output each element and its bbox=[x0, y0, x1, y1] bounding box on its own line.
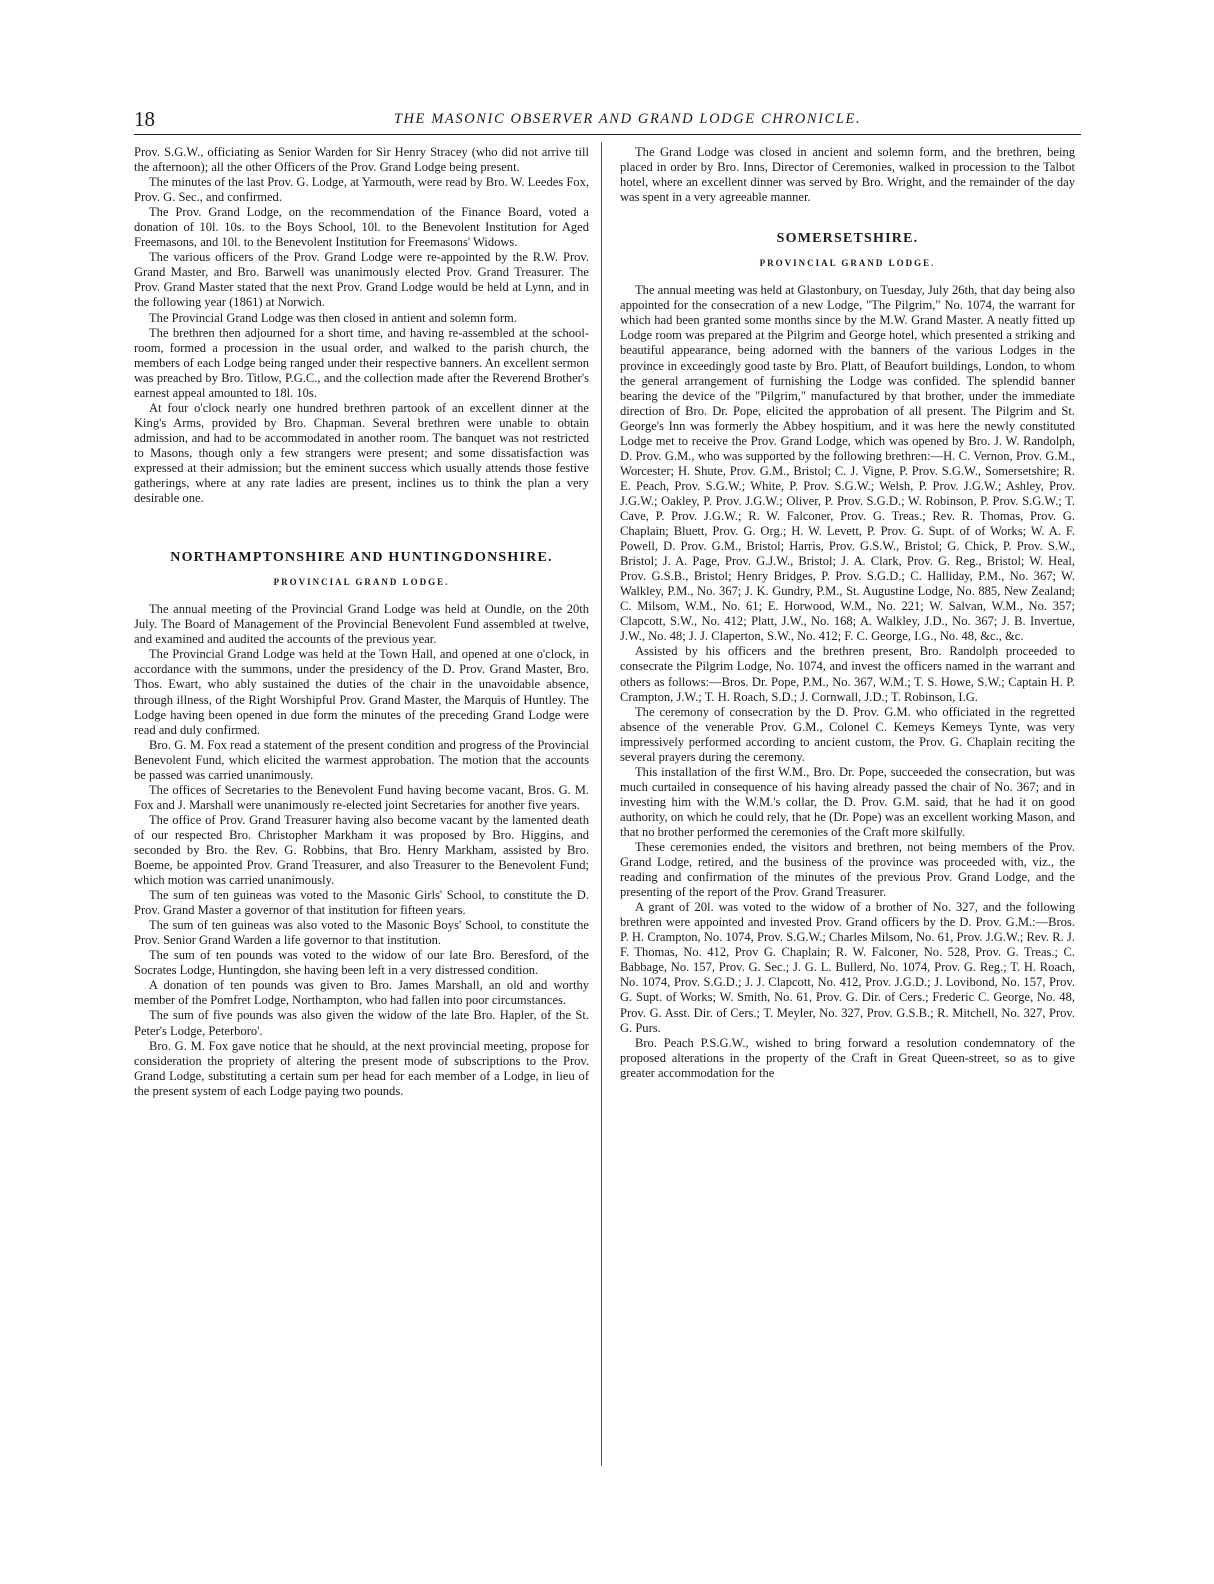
paragraph: A donation of ten pounds was given to Bro. James Marshall, an old and worthy member of the Pomfret Lodge, Northampton, who had fallen into poor circumstances. bbox=[134, 978, 589, 1008]
paragraph: These ceremonies ended, the visitors and brethren, not being members of the Prov. Grand Lodge, retired, and the business of the province was proceeded with, viz., the reading and confirmation of the minutes of the previous Prov. Grand Lodge, and the presenting of the report of the Prov. Grand Treasurer. bbox=[620, 840, 1075, 900]
paragraph: The sum of ten guineas was voted to the Masonic Girls' School, to constitute the D. Prov. Grand Master a governor of that institution for fifteen years. bbox=[134, 888, 589, 918]
paragraph: The various officers of the Prov. Grand Lodge were re-appointed by the R.W. Prov. Grand Master, and Bro. Barwell was unanimously elected Prov. Grand Treasurer. The Prov. Grand Master stated that the next Prov. Grand Lodge would be held at Lynn, and in the following year (1861) at Norwich. bbox=[134, 250, 589, 310]
paragraph: Bro. Peach P.S.G.W., wished to bring forward a resolution condemnatory of the proposed alterations in the property of the Craft in Great Queen-street, so as to give greater accommodation for the bbox=[620, 1035, 1075, 1080]
paragraph: Bro. G. M. Fox read a statement of the present condition and progress of the Provincial Benevolent Fund, which elicited the warmest approbation. The motion that the accounts be passed was carried unanimously. bbox=[134, 737, 589, 782]
paragraph: A grant of 20l. was voted to the widow of a brother of No. 327, and the following brethren were appointed and invested Prov. Grand officers by the D. Prov. G.M.:—Bros. P. H. Crampton, No. 1074, Prov. S.G.W.; Charles Milsom, No. 61, Prov. J.G.W.; Rev. R. J. F. Thomas, No. 412, Prov G. Chaplain; R. W. Falconer, No. 528, Prov. G. Treas.; C. Babbage, No. 157, Prov. G. Sec.; J. G. L. Bullerd, No. 1074, Prov. G. Reg.; T. H. Roach, No. 1074, Prov. S.G.D.; J. J. Clapcott, No. 412, Prov. J.G.D.; J. Lovibond, No. 157, Prov. G. Supt. of Works; W. Smith, No. 61, Prov. G. Dir. of Cers.; Frederic C. George, No. 48, Prov. G. Asst. Dir. of Cers.; T. Meyler, No. 327, Prov. G.S.B.; R. Mitchell, No. 327, Prov. G. Purs. bbox=[620, 900, 1075, 1035]
left-column bbox=[134, 145, 589, 1099]
paragraph: The Grand Lodge was closed in ancient and solemn form, and the brethren, being placed in order by Bro. Inns, Director of Ceremonies, walked in procession to the Talbot hotel, where an excellent dinner was served by Bro. Wright, and the remainder of the day was spent in a very agreeable manner. bbox=[620, 145, 1075, 205]
paragraph: The ceremony of consecration by the D. Prov. G.M. who officiated in the regretted absence of the venerable Prov. G.M., Colonel C. Kemeys Kemeys Tynte, was very impressively performed according to ancient custom, the Prov. G. Chaplain reciting the several prayers during the ceremony. bbox=[620, 704, 1075, 764]
column-divider bbox=[601, 142, 602, 1466]
page-header bbox=[134, 108, 1081, 135]
section-heading: SOMERSETSHIRE. bbox=[776, 231, 919, 247]
section-heading: NORTHAMPTONSHIRE AND HUNTINGDONSHIRE. bbox=[170, 550, 553, 566]
page-number: 18 bbox=[134, 107, 155, 131]
paragraph: Assisted by his officers and the brethren present, Bro. Randolph proceeded to consecrate the Pilgrim Lodge, No. 1074, and invest the officers named in the warrant and others as follows:—Bros. Dr. Pope, P.M., No. 367, W.M.; T. S. Howe, S.W.; Captain H. P. Crampton, J.W.; T. H. Roach, S.D.; J. Cornwall, J.D.; T. Robinson, I.G. bbox=[620, 644, 1075, 704]
paragraph: Bro. G. M. Fox gave notice that he should, at the next provincial meeting, propose for consideration the propriety of altering the present mode of subscriptions to the Prov. Grand Lodge, substituting a certain sum per head for each member of a Lodge, in lieu of the present system of each Lodge paying two pounds. bbox=[134, 1038, 589, 1098]
paragraph: The sum of five pounds was also given the widow of the late Bro. Hapler, of the St. Peter's Lodge, Peterboro'. bbox=[134, 1008, 589, 1038]
paragraph: The Provincial Grand Lodge was then closed in antient and solemn form. bbox=[149, 310, 517, 325]
paragraph: The Prov. Grand Lodge, on the recommendation of the Finance Board, voted a donation of 10l. 10s. to the Boys School, 10l. to the Benevolent Institution for Aged Freemasons, and 10l. to the Benevolent Institution for Freemasons' Widows. bbox=[134, 205, 589, 250]
sub-heading: PROVINCIAL GRAND LODGE. bbox=[759, 258, 936, 269]
section-gap bbox=[620, 205, 1075, 231]
paragraph: The annual meeting was held at Glastonbury, on Tuesday, July 26th, that day being also appointed for the consecration of a new Lodge, "The Pilgrim," No. 1074, the warrant for which had been granted some months since by the M.W. Grand Master. A neatly fitted up Lodge room was prepared at the Pilgrim and George hotel, which presented a striking and beautiful appearance, being adorned with the banners of the various Lodges in the province in exceedingly good taste by Bro. Platt, of Beaufort buildings, London, to whom the general arrangement of furnishing the Lodge was confided. The splendid banner bearing the device of the "Pilgrim," manufactured by that brother, under the immediate direction of Bro. Dr. Pope, elicited the approbation of all present. The Pilgrim and St. George's Inn was formerly the Abbey hospitium, and it was here the newly constituted Lodge met to receive the Prov. Grand Lodge, which was opened by Bro. J. W. Randolph, D. Prov. G.M., who was supported by the following brethren:—H. C. Vernon, Prov. G.M., Worcester; H. Shute, Prov. G.M., Bristol; C. J. Vigne, P. Prov. S.G.W., Somersetshire; R. E. Peach, Prov. S.G.W.; White, P. Prov. S.G.W.; Welsh, P. Prov. J.G.W.; Ashley, Prov. J.G.W.; Oakley, P. Prov. J.G.W.; Oliver, P. Prov. S.G.D.; W. Robinson, P. Prov. S.G.W.; T. Cave, P. Prov. J.G.W.; R. W. Falconer, Prov. G. Treas.; Rev. R. Thomas, Prov. G. Chaplain; Bluett, Prov. G. Org.; H. W. Levett, P. Prov. G. Supt. of of Works; W. A. F. Powell, D. Prov. G.M., Bristol; Harris, Prov. G.S.W., Bristol; G. Chick, P. Prov. S.W., Bristol; J. A. Page, Prov. G.J.W., Bristol; J. A. Clark, Prov. G. Reg., Bristol; W. Heal, Prov. G.S.B., Bristol; Henry Bridges, P. Prov. S.G.D.; C. Halliday, P.M., No. 367; W. Walkley, P.M., No. 367; J. K. Gundry, P.M., St. Augustine Lodge, No. 885, New Zealand; C. Milsom, W.M., No. 61; E. Horwood, W.M., No. 221; W. Salvan, W.M., No. 357; Clapcott, S.W., No. 412; Platt, J.W., No. 168; A. Walkley, J.D., No. 367; J. B. Invertue, J.W., No. 48; J. J. Claperton, S.W., No. 412; F. C. George, I.G., No. 48, &c., &c. bbox=[620, 283, 1075, 644]
running-title: THE MASONIC OBSERVER AND GRAND LODGE CHRONICLE. bbox=[393, 111, 862, 127]
paragraph: The annual meeting of the Provincial Grand Lodge was held at Oundle, on the 20th July. The Board of Management of the Provincial Benevolent Fund assembled at twelve, and examined and audited the accounts of the previous year. bbox=[134, 602, 589, 647]
right-column bbox=[620, 145, 1075, 1081]
section-gap bbox=[134, 506, 589, 550]
heading-gap bbox=[620, 246, 1075, 256]
heading-gap bbox=[620, 271, 1075, 283]
paragraph: This installation of the first W.M., Bro. Dr. Pope, succeeded the consecration, but was much curtailed in consequence of his having already passed the chair of No. 367; and in investing him with the W.M.'s collar, the D. Prov. G.M. said, that he had it on good authority, on which he could rely, that he (Dr. Pope) was an excellent working Mason, and that no brother performed the ceremonies of the Craft more skilfully. bbox=[620, 764, 1075, 839]
paragraph: Prov. S.G.W., officiating as Senior Warden for Sir Henry Stracey (who did not arrive till the afternoon); all the other Officers of the Prov. Grand Lodge being present. bbox=[134, 145, 589, 175]
paragraph: The sum of ten guineas was also voted to the Masonic Boys' School, to constitute the Prov. Senior Grand Warden a life governor to that institution. bbox=[134, 918, 589, 948]
paragraph: The minutes of the last Prov. G. Lodge, at Yarmouth, were read by Bro. W. Leedes Fox, Prov. G. Sec., and confirmed. bbox=[134, 175, 589, 205]
paragraph: At four o'clock nearly one hundred brethren partook of an excellent dinner at the King's Arms, provided by Bro. Chapman. Several brethren were unable to obtain admission, and had to be accommodated in another room. The banquet was not restricted to Masons, though only a few strangers were present; and some dissatisfaction was expressed at their admission; but the eminent success which usually attends those festive gatherings, where at any rate ladies are present, inclines us to think the plan a very desirable one. bbox=[134, 400, 589, 506]
paragraph: The sum of ten pounds was voted to the widow of our late Bro. Beresford, of the Socrates Lodge, Huntingdon, she having been left in a very distressed condition. bbox=[134, 948, 589, 978]
paragraph: The brethren then adjourned for a short time, and having re-assembled at the school-room, formed a procession in the usual order, and walked to the parish church, the members of each Lodge being ranged under their respective banners. An excellent sermon was preached by Bro. Titlow, P.G.C., and the collection made after the Reverend Brother's earnest appeal amounted to 18l. 10s. bbox=[134, 325, 589, 400]
paragraph: The Provincial Grand Lodge was held at the Town Hall, and opened at one o'clock, in accordance with the summons, under the presidency of the D. Prov. Grand Master, Bro. Thos. Ewart, who ably sustained the duties of the chair in the unavoidable absence, through illness, of the Right Worshipful Prov. Grand Master, the Marquis of Huntley. The Lodge having been opened in due form the minutes of the preceding Grand Lodge were read and duly confirmed. bbox=[134, 647, 589, 737]
paragraph: The office of Prov. Grand Treasurer having also become vacant by the lamented death of our respected Bro. Christopher Markham it was proposed by Bro. Higgins, and seconded by Bro. the Rev. G. Robbins, that Bro. Henry Markham, assisted by Bro. Boeme, be appointed Prov. Grand Treasurer, and also Treasurer to the Benevolent Fund; which motion was carried unanimously. bbox=[134, 812, 589, 888]
sub-heading: PROVINCIAL GRAND LODGE. bbox=[273, 577, 450, 588]
paragraph: The offices of Secretaries to the Benevolent Fund having become vacant, Bros. G. M. Fox and J. Marshall were unanimously re-elected joint Secretaries for another five years. bbox=[134, 782, 589, 812]
heading-gap bbox=[134, 565, 589, 575]
heading-gap bbox=[134, 590, 589, 602]
